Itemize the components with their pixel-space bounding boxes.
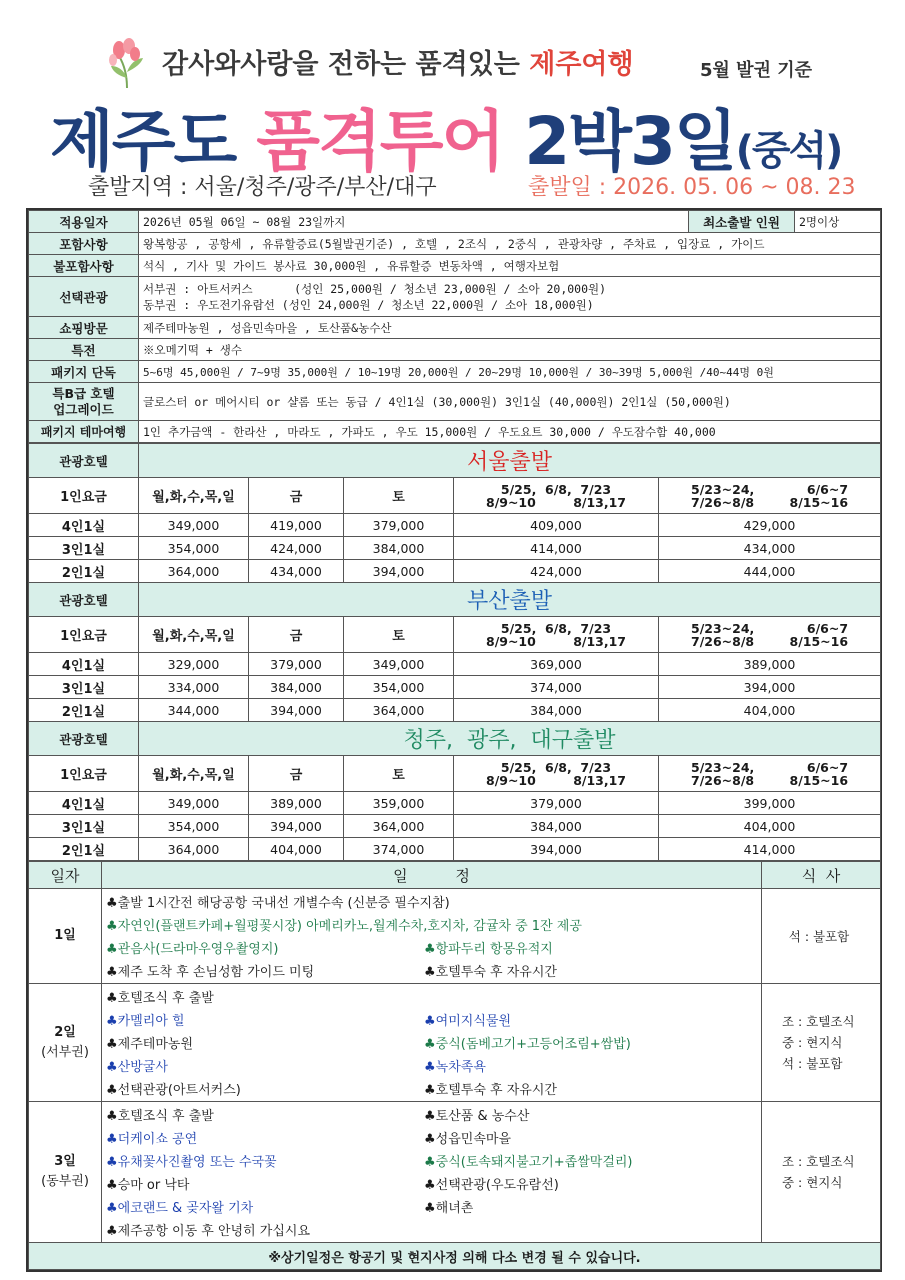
schedule-item: ♣호텔투숙 후 자유시간 [424,965,557,980]
peak-2-date-d: 8/15~16 [789,633,849,649]
price-cell: 394,000 [249,699,344,722]
shopping-label: 쇼핑방문 [29,317,139,339]
itinerary-day-row [29,1102,881,1243]
itinerary-day-row [29,984,881,1102]
info-row-package [29,361,881,383]
schedule-item: ♣녹차족욕 [424,1060,486,1075]
col-saturday: 토 [344,756,454,792]
schedule-item: ♣토산품 & 농수산 [424,1109,530,1124]
schedule-line [106,1195,757,1218]
pricing-section-header [29,722,881,756]
price-cell: 394,000 [454,838,659,861]
shopping-value: 제주테마농원 , 성읍민속마을 , 토산품&농수산 [139,317,881,339]
included-value: 왕복항공 , 공항세 , 유류할증료(5월발권기준) , 호텔 , 2조식 , 2중식 , 관광차량 , 주차료 , 입장료 , 가이드 [139,233,881,255]
per-person-label: 1인요금 [29,478,139,514]
peak-1-date-b: 8/13,17 [573,772,626,788]
optional-line-1: 서부권 : 아트서커스 (성인 25,000원 / 청소년 23,000원 / 소아 20,000원) [143,281,607,296]
price-row [29,514,881,537]
price-row [29,653,881,676]
title-part-3: 2박3일 [503,103,736,180]
hotel-label: 관광호텔 [29,722,139,756]
schedule-line [106,1218,757,1241]
peak-1-line-2 [458,635,654,648]
price-cell: 364,000 [139,560,249,583]
day-label: 2일 [54,1024,76,1040]
schedule-line [106,1103,757,1126]
schedule-cell [102,889,762,984]
col-weekday: 월,화,수,목,일 [139,756,249,792]
peak-2-date-c: 7/26~8/8 [691,772,755,788]
price-row [29,676,881,699]
min-people-label: 최소출발 인원 [689,211,795,233]
price-cell: 334,000 [139,676,249,699]
room-type: 2인1실 [29,838,139,861]
schedule-item: ♣더케이쇼 공연 [106,1132,198,1147]
period-value: 2026년 05월 06일 ~ 08월 23일까지 [139,211,689,233]
price-cell: 404,000 [659,699,881,722]
day-label-cell [29,1102,102,1243]
schedule-item: ♣호텔투숙 후 자유시간 [424,1083,557,1098]
schedule-line [106,985,757,1008]
schedule-line [106,1031,757,1054]
price-cell: 404,000 [659,815,881,838]
schedule-cell [102,984,762,1102]
price-cell: 349,000 [344,653,454,676]
room-type: 2인1실 [29,560,139,583]
schedule-item: ♣제주 도착 후 손님성함 가이드 미팅 [106,965,315,980]
day-region: (서부권) [41,1044,89,1060]
theme-label: 패키지 테마여행 [29,421,139,443]
flower-icon [105,38,149,88]
col-schedule: 일 정 [102,862,762,889]
col-peak-2 [659,756,881,792]
meal-item: 조 : 호텔조식 [782,1154,855,1169]
peak-2-date-b: 6/6~7 [806,620,849,636]
meal-cell [762,1102,881,1243]
peak-2-line-1 [663,622,876,635]
peak-2-line-1 [663,761,876,774]
upgrade-label-2: 업그레이드 [53,401,114,417]
included-label: 포함사항 [29,233,139,255]
price-cell: 419,000 [249,514,344,537]
peak-1-date-a: 8/9~10 [486,772,536,788]
pricing-body [29,444,881,861]
pricing-section-header [29,583,881,617]
package-label: 패키지 단독 [29,361,139,383]
section-title: 청주, 광주, 대구출발 [139,722,881,756]
optional-label: 선택관광 [29,277,139,317]
price-cell: 389,000 [249,792,344,815]
peak-2-date-d: 8/15~16 [789,772,849,788]
schedule-item: ♣유채꽃사진촬영 또는 수국꽃 [106,1155,277,1170]
schedule-line [106,1172,757,1195]
pricing-column-header [29,756,881,792]
room-type: 3인1실 [29,815,139,838]
col-day: 일자 [29,862,102,889]
schedule-item: ♣산방굴사 [106,1060,168,1075]
col-peak-2 [659,478,881,514]
price-cell: 394,000 [249,815,344,838]
room-type: 3인1실 [29,676,139,699]
peak-2-date-d: 8/15~16 [789,494,849,510]
schedule-item: ♣항파두리 항몽유적지 [424,942,553,957]
price-cell: 384,000 [454,699,659,722]
schedule-line [106,1077,757,1100]
price-cell: 379,000 [344,514,454,537]
min-people-value: 2명이상 [795,211,881,233]
schedule-item: ♣선택관광(아트서커스) [106,1083,241,1098]
price-cell: 354,000 [139,537,249,560]
col-weekday: 월,화,수,목,일 [139,617,249,653]
itinerary-footer [29,1243,881,1270]
schedule-line [106,959,757,982]
itinerary-day-row [29,889,881,984]
schedule-item: ♣중식(돔베고기+고등어조림+쌈밥) [424,1037,631,1052]
peak-1-date-b: 8/13,17 [573,494,626,510]
schedule-item: ♣카멜리아 힐 [106,1014,185,1029]
info-row-optional [29,277,881,317]
package-value: 5~6명 45,000원 / 7~9명 35,000원 / 10~19명 20,000원 / 20~29명 10,000원 / 30~39명 5,000원 /40~44명 0원 [139,361,881,383]
subtitle [162,42,634,81]
info-row-period [29,211,881,233]
peak-2-date-a: 5/23~24, [691,481,755,497]
departure-date: 출발일 : 2026. 05. 06 ~ 08. 23 [528,175,856,200]
room-type: 4인1실 [29,792,139,815]
optional-value [139,277,881,317]
peak-1-line-1: 5/25, 6/8, 7/23 [500,759,612,775]
price-cell: 329,000 [139,653,249,676]
peak-2-date-c: 7/26~8/8 [691,494,755,510]
col-meal: 식 사 [762,862,881,889]
schedule-item: ♣중식(토속돼지불고기+좁쌀막걸리) [424,1155,633,1170]
tour-sheet [26,208,882,1272]
schedule-item: ♣자연인(플랜트카페+월평꽃시장) 아메리카노,월계수차,호지차, 감귤차 중 1잔 제공 [106,919,582,934]
schedule-cell [102,1102,762,1243]
page-title [50,88,841,183]
price-cell: 354,000 [344,676,454,699]
peak-2-date-a: 5/23~24, [691,759,755,775]
excluded-value: 석식 , 기사 및 가이드 봉사료 30,000원 , 유류할증 변동차액 , 여행자보험 [139,255,881,277]
price-cell: 374,000 [454,676,659,699]
info-row-special [29,339,881,361]
price-cell: 354,000 [139,815,249,838]
meal-cell [762,984,881,1102]
price-cell: 424,000 [249,537,344,560]
col-saturday: 토 [344,617,454,653]
schedule-line [106,1054,757,1077]
pricing-section-header [29,444,881,478]
day-region: (동부권) [41,1174,89,1189]
pricing-table [28,443,881,861]
peak-1-line-2 [458,774,654,787]
peak-2-date-b: 6/6~7 [806,481,849,497]
price-row [29,838,881,861]
meal-item: 석 : 불포함 [788,928,850,944]
schedule-line [106,936,757,959]
info-table [28,210,881,443]
price-cell: 369,000 [454,653,659,676]
price-cell: 444,000 [659,560,881,583]
meal-item: 중 : 현지식 [782,1175,843,1190]
upgrade-value: 글로스터 or 메어시티 or 샬롬 또는 동급 / 4인1실 (30,000원) 3인1실 (40,000원) 2인1실 (50,000원) [139,383,881,421]
meal-item: 중 : 현지식 [782,1035,843,1050]
schedule-line [106,1126,757,1149]
schedule-item: ♣호텔조식 후 출발 [106,1109,214,1124]
col-peak-1 [454,756,659,792]
upgrade-label [29,383,139,421]
optional-line-2: 동부권 : 우도전기유람선 (성인 24,000원 / 청소년 22,000원 / 소아 18,000원) [143,297,594,312]
price-row [29,699,881,722]
peak-1-line-1: 5/25, 6/8, 7/23 [500,481,612,497]
price-cell: 409,000 [454,514,659,537]
subtitle-accent: 제주여행 [529,49,634,80]
peak-2-line-2 [663,635,876,648]
room-type: 2인1실 [29,699,139,722]
title-part-2: 품격투어 [256,103,504,180]
peak-2-date-b: 6/6~7 [806,759,849,775]
price-cell: 434,000 [659,537,881,560]
ticketing-basis: 5월 발권 기준 [700,60,812,81]
upgrade-label-1: 특B급 호텔 [52,385,115,401]
info-row-theme [29,421,881,443]
meal-cell [762,889,881,984]
col-friday: 금 [249,756,344,792]
per-person-label: 1인요금 [29,617,139,653]
peak-2-date-c: 7/26~8/8 [691,633,755,649]
itinerary-body [29,889,881,1243]
info-row-shopping [29,317,881,339]
schedule-item: ♣출발 1시간전 해당공항 국내선 개별수속 (신분증 필수지참) [106,896,450,911]
subtitle-main: 감사와사랑을 전하는 품격있는 [162,49,530,80]
hotel-label: 관광호텔 [29,444,139,478]
col-peak-2 [659,617,881,653]
schedule-line [106,1149,757,1172]
special-label: 특전 [29,339,139,361]
peak-1-date-a: 8/9~10 [486,494,536,510]
price-row [29,792,881,815]
period-label: 적용일자 [29,211,139,233]
price-cell: 349,000 [139,514,249,537]
col-peak-1 [454,617,659,653]
price-cell: 404,000 [249,838,344,861]
col-friday: 금 [249,617,344,653]
schedule-line [106,890,757,913]
price-cell: 344,000 [139,699,249,722]
price-row [29,560,881,583]
day-label: 1일 [54,928,76,943]
price-cell: 429,000 [659,514,881,537]
meal-item: 조 : 호텔조식 [782,1014,855,1029]
schedule-item: ♣제주테마농원 [106,1037,194,1052]
price-cell: 414,000 [659,838,881,861]
info-row-upgrade [29,383,881,421]
col-saturday: 토 [344,478,454,514]
price-cell: 359,000 [344,792,454,815]
price-cell: 394,000 [659,676,881,699]
col-weekday: 월,화,수,목,일 [139,478,249,514]
price-cell: 384,000 [454,815,659,838]
price-cell: 424,000 [454,560,659,583]
per-person-label: 1인요금 [29,756,139,792]
schedule-item: ♣해녀촌 [424,1201,474,1216]
schedule-item: ♣선택관광(우도유람선) [424,1178,559,1193]
price-row [29,537,881,560]
excluded-label: 불포함사항 [29,255,139,277]
price-cell: 399,000 [659,792,881,815]
peak-2-line-2 [663,496,876,509]
peak-1-date-a: 8/9~10 [486,633,536,649]
peak-2-line-2 [663,774,876,787]
price-cell: 384,000 [249,676,344,699]
day-label-cell [29,889,102,984]
peak-1-date-b: 8/13,17 [573,633,626,649]
departure-region: 출발지역 : 서울/청주/광주/부산/대구 [88,175,437,200]
schedule-item: ♣여미지식물원 [424,1014,512,1029]
itinerary-table [28,861,881,1270]
schedule-item: ♣승마 or 낙타 [106,1178,190,1193]
section-title: 부산출발 [139,583,881,617]
schedule-item: ♣관음사(드라마우영우촬영지) [106,942,279,957]
price-cell: 374,000 [344,838,454,861]
schedule-item: ♣제주공항 이동 후 안녕히 가십시요 [106,1224,310,1239]
price-cell: 414,000 [454,537,659,560]
price-cell: 389,000 [659,653,881,676]
peak-1-line-1: 5/25, 6/8, 7/23 [500,620,612,636]
peak-2-date-a: 5/23~24, [691,620,755,636]
itinerary-header [29,862,881,889]
price-cell: 379,000 [454,792,659,815]
price-row [29,815,881,838]
pricing-column-header [29,478,881,514]
info-row-included [29,233,881,255]
room-type: 4인1실 [29,514,139,537]
room-type: 3인1실 [29,537,139,560]
price-cell: 379,000 [249,653,344,676]
pricing-column-header [29,617,881,653]
price-cell: 434,000 [249,560,344,583]
header [0,0,905,205]
col-peak-1 [454,478,659,514]
schedule-line [106,1008,757,1031]
special-value: ※오메기떡 + 생수 [139,339,881,361]
notice: ※상기일정은 항공기 및 현지사정 의해 다소 변경 될 수 있습니다. [29,1243,881,1270]
day-label: 3일 [54,1154,76,1169]
price-cell: 394,000 [344,560,454,583]
theme-value: 1인 추가금액 - 한라산 , 마라도 , 가파도 , 우도 15,000원 / 우도요트 30,000 / 우도잠수함 40,000 [139,421,881,443]
title-part-4: (중석) [735,128,842,174]
schedule-item: ♣호텔조식 후 출발 [106,991,214,1006]
peak-1-line-2 [458,496,654,509]
price-cell: 364,000 [139,838,249,861]
section-title: 서울출발 [139,444,881,478]
title-part-1: 제주도 [50,103,257,180]
peak-2-line-1 [663,483,876,496]
info-row-excluded [29,255,881,277]
price-cell: 364,000 [344,699,454,722]
hotel-label: 관광호텔 [29,583,139,617]
price-cell: 349,000 [139,792,249,815]
schedule-item: ♣성읍민속마을 [424,1132,512,1147]
room-type: 4인1실 [29,653,139,676]
price-cell: 364,000 [344,815,454,838]
col-friday: 금 [249,478,344,514]
meal-item: 석 : 불포함 [782,1056,843,1071]
price-cell: 384,000 [344,537,454,560]
schedule-item: ♣에코랜드 & 곶자왈 기차 [106,1201,254,1216]
day-label-cell [29,984,102,1102]
schedule-line [106,913,757,936]
